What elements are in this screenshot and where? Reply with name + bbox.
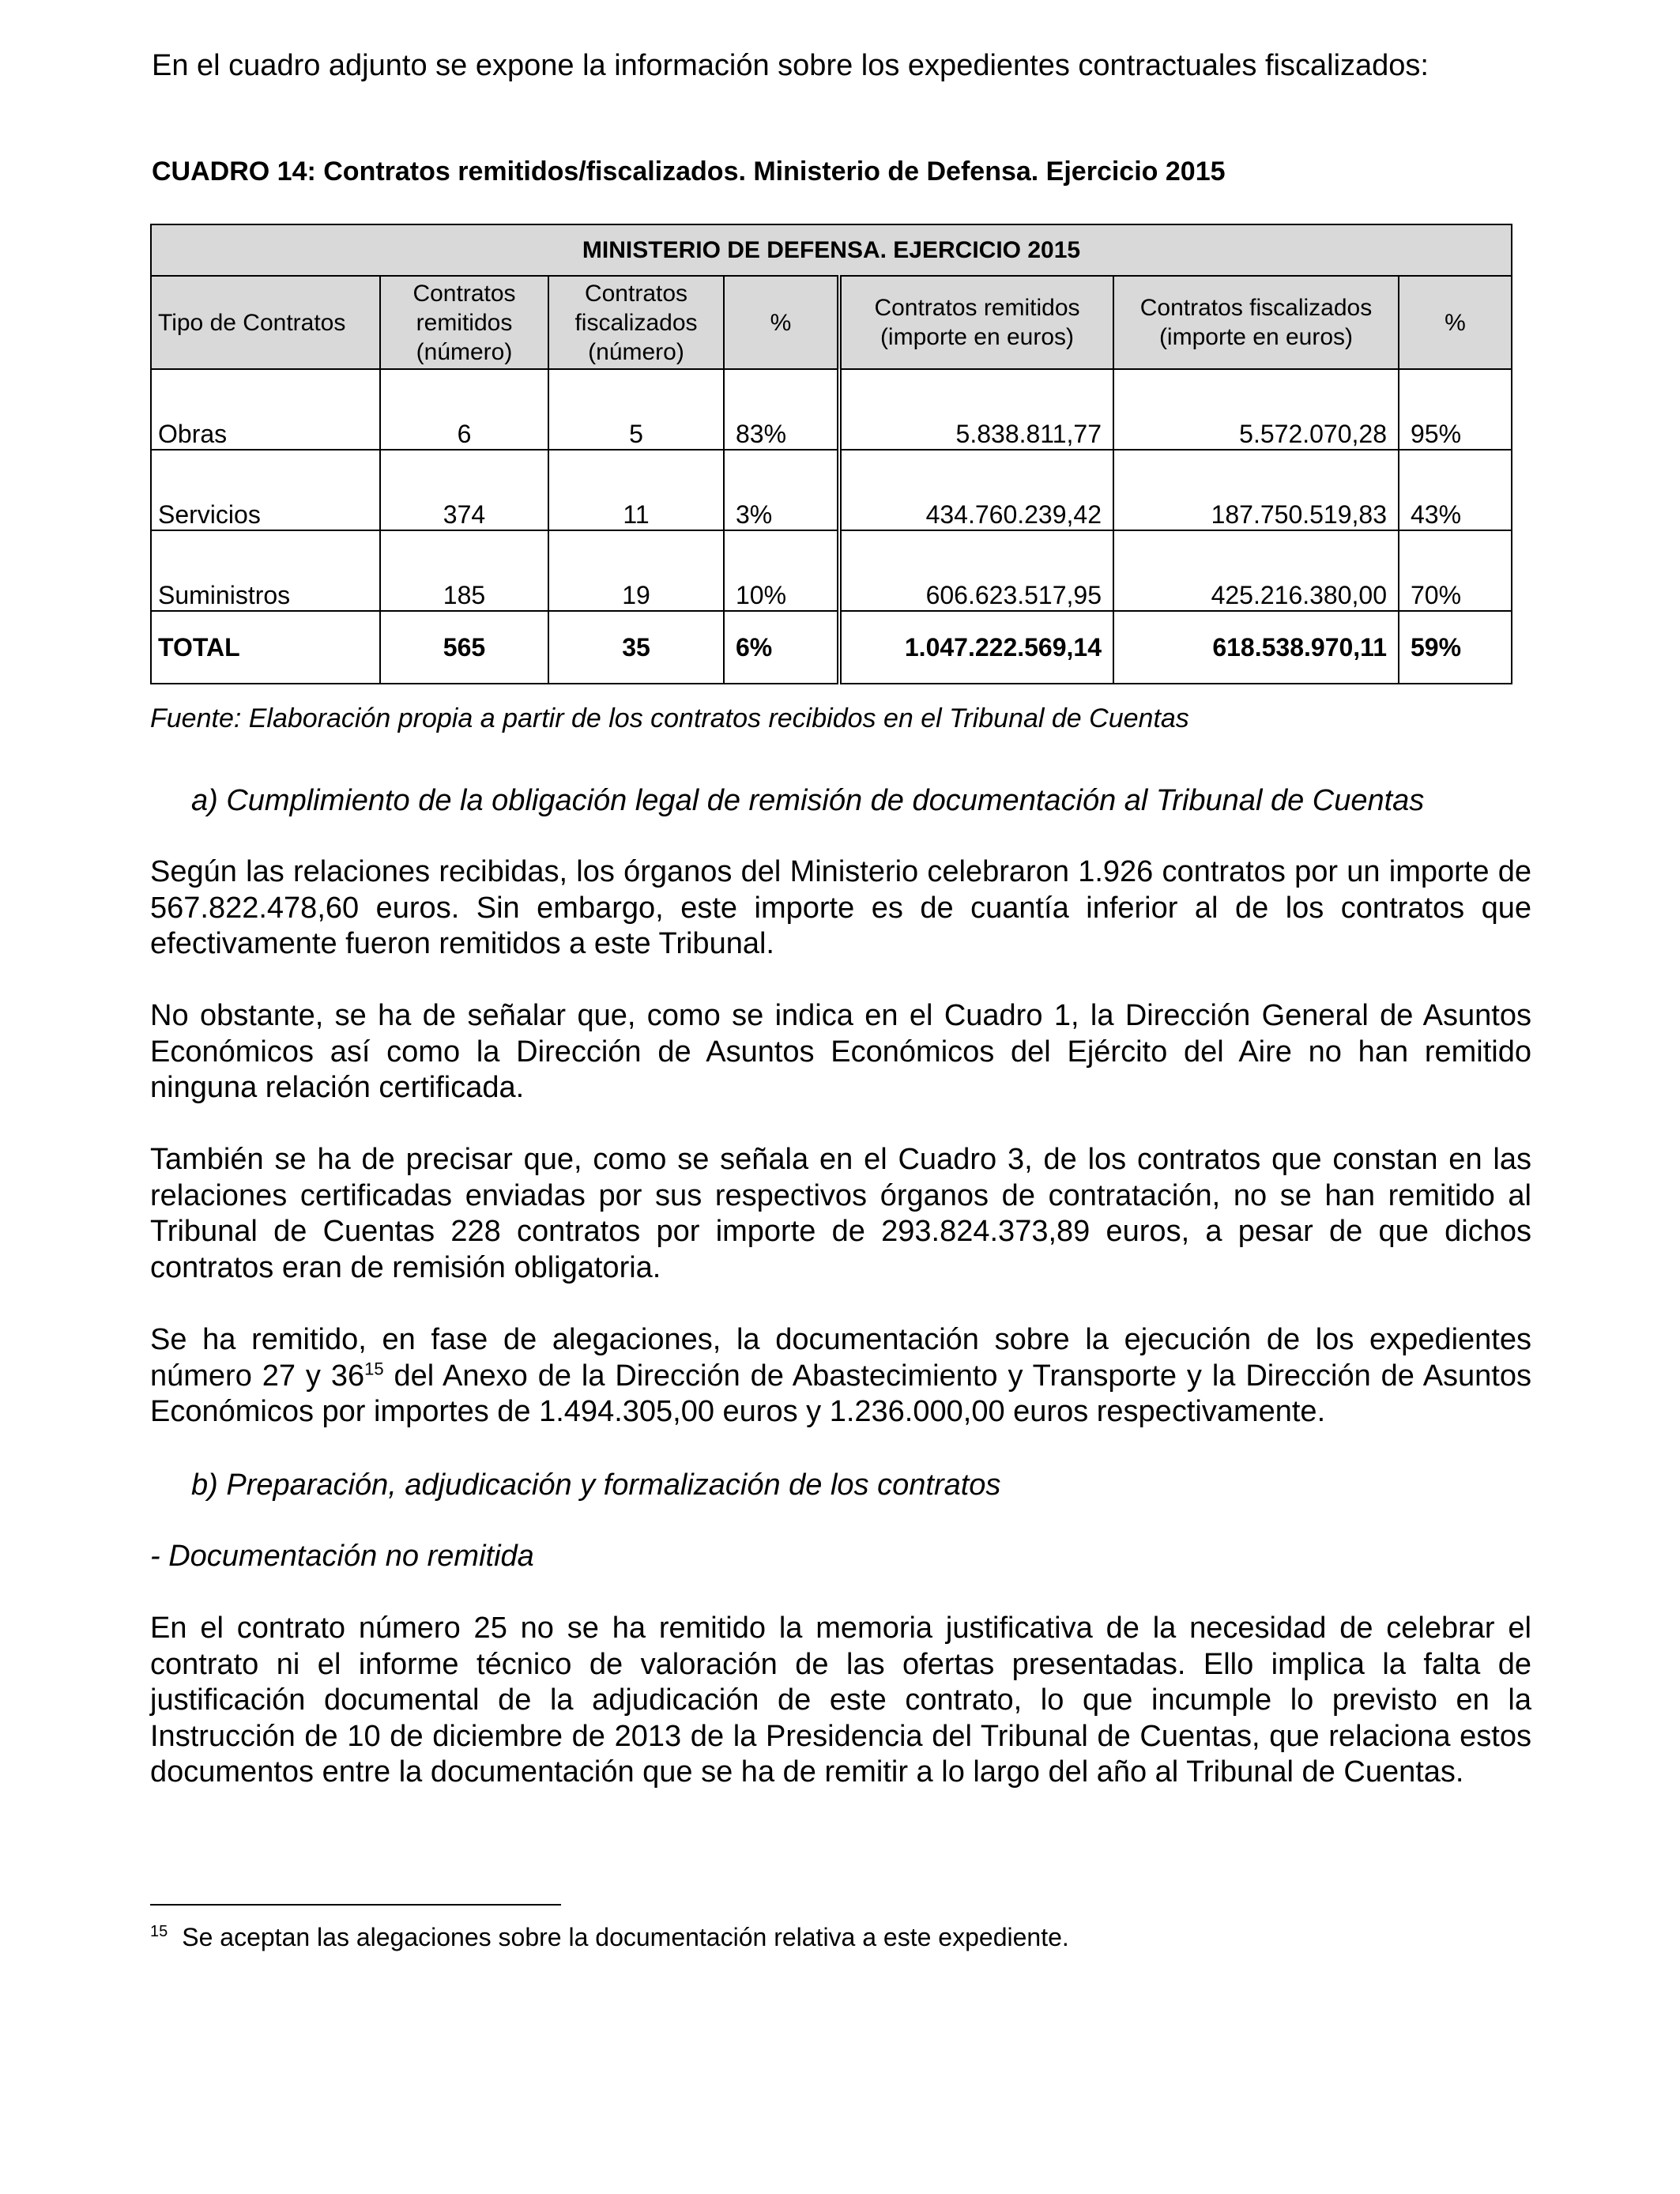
cell-fiscalizados: 5 (548, 369, 724, 450)
cell-fiscalizados-imp: 5.572.070,28 (1113, 369, 1399, 450)
header-fiscalizados-imp: Contratos fiscalizados (importe en euros) (1113, 276, 1399, 369)
cell-pct-imp: 95% (1399, 369, 1512, 450)
paragraph-4 (150, 1322, 1531, 1431)
footnote (150, 1923, 1069, 1952)
cell-pct-num: 83% (724, 369, 839, 450)
cell-fiscalizados: 35 (548, 611, 724, 684)
table-title: MINISTERIO DE DEFENSA. EJERCICIO 2015 (151, 224, 1512, 276)
cell-remitidos-imp: 1.047.222.569,14 (839, 611, 1113, 684)
cell-pct-imp: 43% (1399, 450, 1512, 530)
cell-tipo: Suministros (151, 530, 380, 611)
cell-fiscalizados: 11 (548, 450, 724, 530)
cell-remitidos-imp: 606.623.517,95 (839, 530, 1113, 611)
table-source: Fuente: Elaboración propia a partir de los contratos recibidos en el Tribunal de Cuentas (150, 703, 1189, 733)
table-row (151, 530, 1512, 611)
header-fiscalizados-num: Contratos fiscalizados (número) (548, 276, 724, 369)
intro-text: En el cuadro adjunto se expone la información sobre los expedientes contractuales fiscalizados: (152, 49, 1429, 82)
footnote-text: Se aceptan las alegaciones sobre la documentación relativa a este expediente. (182, 1923, 1069, 1951)
section-b-heading: b) Preparación, adjudicación y formalización de los contratos (191, 1468, 1001, 1502)
cell-remitidos-imp: 434.760.239,42 (839, 450, 1113, 530)
cell-pct-num: 10% (724, 530, 839, 611)
contracts-table (150, 224, 1512, 684)
cell-remitidos: 6 (380, 369, 548, 450)
footnote-number: 15 (150, 1923, 168, 1941)
header-remitidos-imp: Contratos remitidos (importe en euros) (839, 276, 1113, 369)
cell-remitidos: 374 (380, 450, 548, 530)
footnote-ref: 15 (364, 1358, 384, 1378)
cell-tipo: TOTAL (151, 611, 380, 684)
header-remitidos-num: Contratos remitidos (número) (380, 276, 548, 369)
cell-remitidos-imp: 5.838.811,77 (839, 369, 1113, 450)
cell-remitidos: 565 (380, 611, 548, 684)
cell-pct-num: 6% (724, 611, 839, 684)
cell-pct-num: 3% (724, 450, 839, 530)
header-pct-num: % (724, 276, 839, 369)
paragraph-4-text-before: Se ha remitido, en fase de alegaciones, la documentación sobre la ejecución de los expedientes número 27 y 36 (150, 1323, 1531, 1393)
cell-fiscalizados-imp: 425.216.380,00 (1113, 530, 1399, 611)
table-row (151, 369, 1512, 450)
cell-tipo: Obras (151, 369, 380, 450)
table-row (151, 450, 1512, 530)
header-pct-imp: % (1399, 276, 1512, 369)
cell-pct-imp: 70% (1399, 530, 1512, 611)
paragraph-5: En el contrato número 25 no se ha remitido la memoria justificativa de la necesidad de celebrar el contrato ni el informe técnico de valoración de las ofertas presentadas. Ello implica la falta de justificación documental de la adjudicación de este contrato, lo que incumple lo previsto en la Instrucción de 10 de diciembre de 2013 de la Presidencia del Tribunal de Cuentas, que relaciona estos documentos entre la documentación que se ha de remitir a lo largo del año al Tribunal de Cuentas. (150, 1612, 1531, 1789)
paragraph-1: Según las relaciones recibidas, los órganos del Ministerio celebraron 1.926 contratos por un importe de 567.822.478,60 euros. Sin embargo, este importe es de cuantía inferior al de los contratos que efectivamente fueron remitidos a este Tribunal. (150, 855, 1531, 960)
paragraph-2: No obstante, se ha de señalar que, como se indica en el Cuadro 1, la Dirección General de Asuntos Económicos así como la Dirección de Asuntos Económicos del Ejército del Aire no han remitido ninguna relación certificada. (150, 999, 1531, 1104)
subsection-heading: - Documentación no remitida (150, 1540, 534, 1573)
cell-remitidos: 185 (380, 530, 548, 611)
table-header-row (151, 276, 1512, 369)
cell-fiscalizados-imp: 187.750.519,83 (1113, 450, 1399, 530)
header-tipo: Tipo de Contratos (151, 276, 380, 369)
footnote-separator (150, 1904, 561, 1906)
section-a-heading: a) Cumplimiento de la obligación legal de remisión de documentación al Tribunal de Cuentas (191, 784, 1425, 817)
cell-tipo: Servicios (151, 450, 380, 530)
cell-fiscalizados: 19 (548, 530, 724, 611)
table-total-row (151, 611, 1512, 684)
paragraph-4-text-after: del Anexo de la Dirección de Abastecimiento y Transporte y la Dirección de Asuntos Económicos por importes de 1.494.305,00 euros y 1.236.000,00 euros respectivamente. (150, 1359, 1532, 1428)
table-caption: CUADRO 14: Contratos remitidos/fiscalizados. Ministerio de Defensa. Ejercicio 2015 (152, 156, 1226, 187)
paragraph-3: También se ha de precisar que, como se señala en el Cuadro 3, de los contratos que constan en las relaciones certificadas enviadas por sus respectivos órganos de contratación, no se han remitido al Tribunal de Cuentas 228 contratos por importe de 293.824.373,89 euros, a pesar de que dichos contratos eran de remisión obligatoria. (150, 1143, 1531, 1284)
cell-pct-imp: 59% (1399, 611, 1512, 684)
cell-fiscalizados-imp: 618.538.970,11 (1113, 611, 1399, 684)
